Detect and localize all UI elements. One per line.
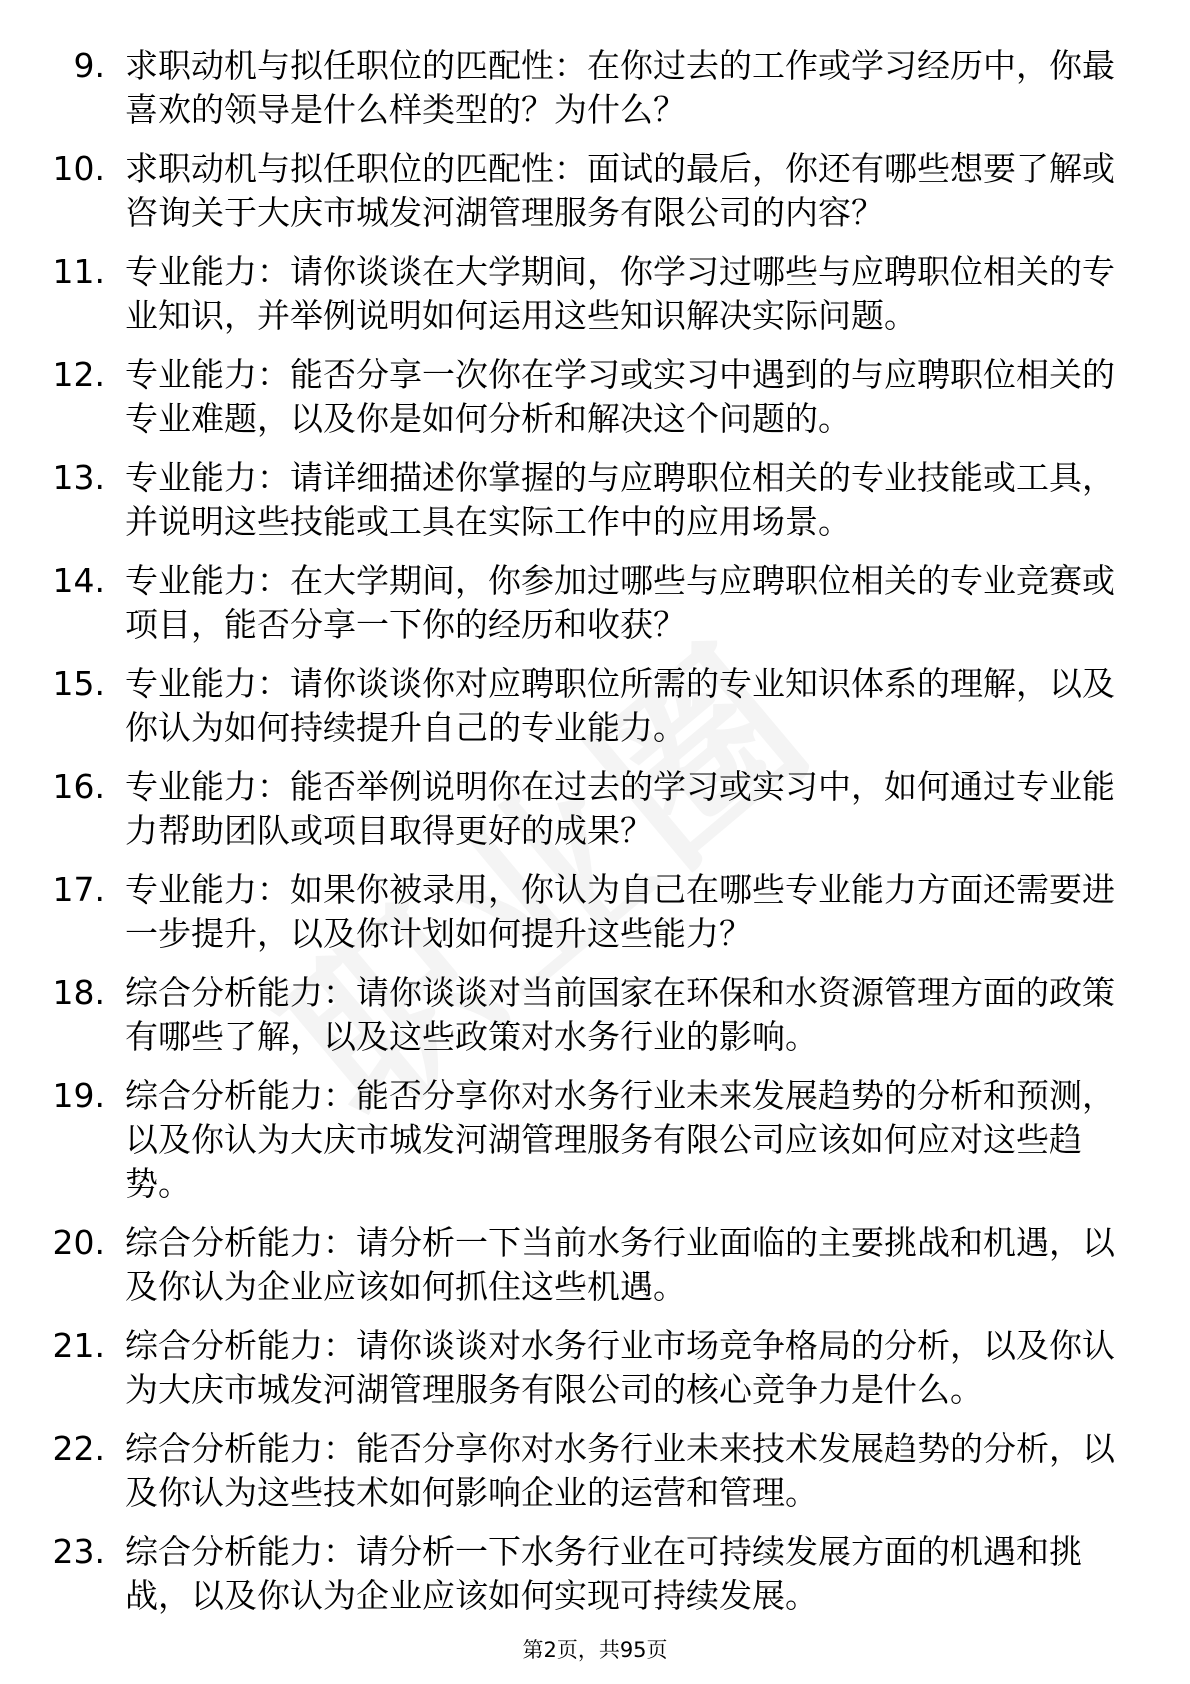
question-text: 专业能力：如果你被录用，你认为自己在哪些专业能力方面还需要进一步提升，以及你计划如何提升这些能力？: [125, 870, 1115, 953]
question-text: 专业能力：能否分享一次你在学习或实习中遇到的与应聘职位相关的专业难题，以及你是如何分析和解决这个问题的。: [125, 355, 1115, 438]
question-item: [0, 868, 1190, 956]
question-number: 10.: [52, 149, 105, 188]
question-item: [0, 1221, 1190, 1309]
question-number: 23.: [52, 1532, 105, 1571]
question-number: 17.: [52, 870, 105, 909]
question-item: [0, 1427, 1190, 1515]
question-text: 综合分析能力：请分析一下当前水务行业面临的主要挑战和机遇，以及你认为企业应该如何抓住这些机遇。: [125, 1223, 1115, 1306]
question-item: [0, 147, 1190, 235]
question-item: [0, 765, 1190, 853]
question-text: 专业能力：请你谈谈在大学期间，你学习过哪些与应聘职位相关的专业知识，并举例说明如何运用这些知识解决实际问题。: [125, 252, 1115, 335]
question-list: [0, 44, 1190, 1633]
question-number: 11.: [52, 252, 105, 291]
question-number: 21.: [52, 1326, 105, 1365]
question-number: 15.: [52, 664, 105, 703]
question-item: [0, 44, 1190, 132]
question-number: 9.: [73, 46, 105, 85]
page-footer: 第2页，共95页: [522, 1638, 668, 1662]
question-item: [0, 559, 1190, 647]
question-number: 19.: [52, 1076, 105, 1115]
question-item: [0, 250, 1190, 338]
question-number: 22.: [52, 1429, 105, 1468]
question-item: [0, 662, 1190, 750]
question-item: [0, 1074, 1190, 1206]
question-text: 综合分析能力：请分析一下水务行业在可持续发展方面的机遇和挑战，以及你认为企业应该如何实现可持续发展。: [125, 1532, 1082, 1615]
question-number: 16.: [52, 767, 105, 806]
question-text: 专业能力：请你谈谈你对应聘职位所需的专业知识体系的理解，以及你认为如何持续提升自己的专业能力。: [125, 664, 1115, 747]
question-text: 专业能力：能否举例说明你在过去的学习或实习中，如何通过专业能力帮助团队或项目取得更好的成果？: [125, 767, 1115, 850]
question-text: 专业能力：在大学期间，你参加过哪些与应聘职位相关的专业竞赛或项目，能否分享一下你的经历和收获？: [125, 561, 1115, 644]
question-item: [0, 1530, 1190, 1618]
question-text: 求职动机与拟任职位的匹配性：面试的最后，你还有哪些想要了解或咨询关于大庆市城发河湖管理服务有限公司的内容？: [125, 149, 1115, 232]
question-text: 综合分析能力：请你谈谈对水务行业市场竞争格局的分析，以及你认为大庆市城发河湖管理服务有限公司的核心竞争力是什么。: [125, 1326, 1115, 1409]
question-item: [0, 353, 1190, 441]
question-number: 20.: [52, 1223, 105, 1262]
question-number: 14.: [52, 561, 105, 600]
question-item: [0, 971, 1190, 1059]
question-item: [0, 456, 1190, 544]
question-text: 综合分析能力：能否分享你对水务行业未来发展趋势的分析和预测，以及你认为大庆市城发河湖管理服务有限公司应该如何应对这些趋势。: [125, 1076, 1115, 1203]
question-number: 18.: [52, 973, 105, 1012]
question-number: 13.: [52, 458, 105, 497]
question-text: 综合分析能力：请你谈谈对当前国家在环保和水资源管理方面的政策有哪些了解，以及这些政策对水务行业的影响。: [125, 973, 1115, 1056]
question-item: [0, 1324, 1190, 1412]
question-number: 12.: [52, 355, 105, 394]
question-text: 求职动机与拟任职位的匹配性：在你过去的工作或学习经历中，你最喜欢的领导是什么样类型的？为什么？: [125, 46, 1115, 129]
question-text: 综合分析能力：能否分享你对水务行业未来技术发展趋势的分析，以及你认为这些技术如何影响企业的运营和管理。: [125, 1429, 1115, 1512]
question-text: 专业能力：请详细描述你掌握的与应聘职位相关的专业技能或工具，并说明这些技能或工具在实际工作中的应用场景。: [125, 458, 1115, 541]
